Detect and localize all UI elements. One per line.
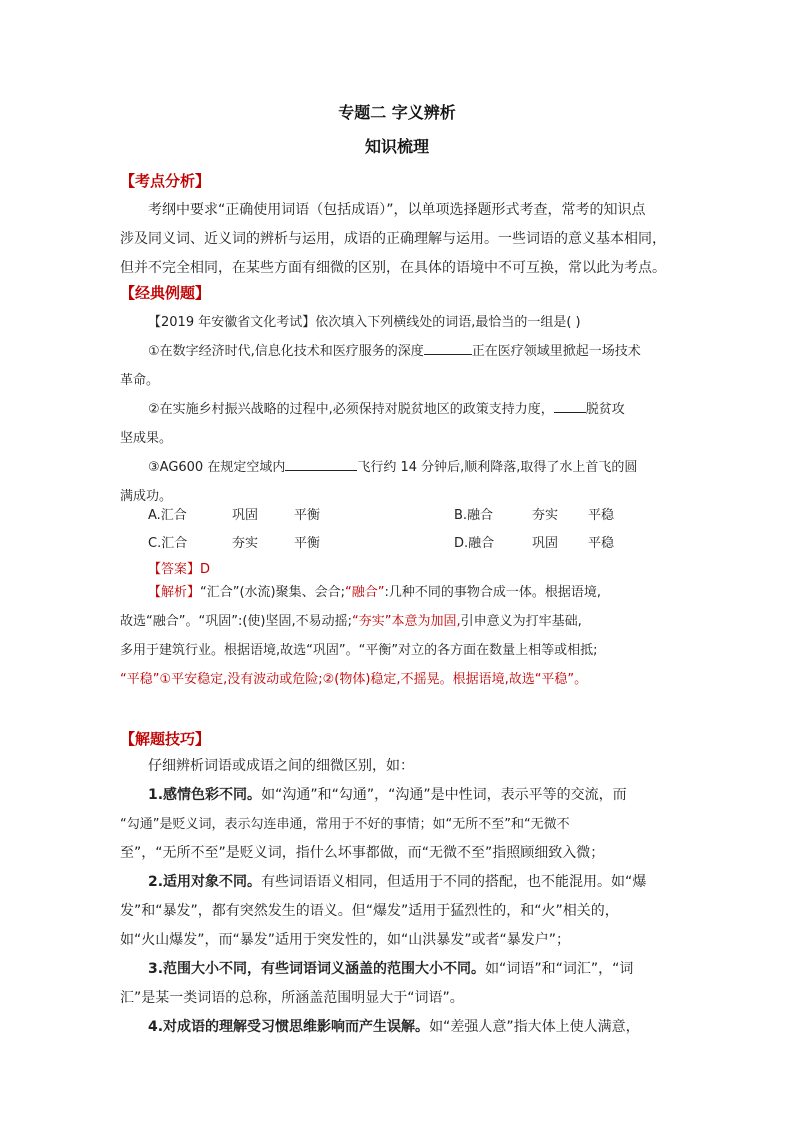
- technique-text: 有些词语语义相同，但适用于不同的搭配，也不能混用。如“爆: [261, 874, 647, 890]
- question-text: 脱贫攻: [585, 402, 625, 417]
- technique-line: “勾通”是贬义词，表示勾连串通，常用于不好的事情；如“无所不至”和“无微不: [120, 817, 570, 832]
- blank-line: [424, 342, 472, 355]
- option-d-word3: 平稳: [588, 536, 615, 551]
- option-b-label: B.融合: [454, 508, 494, 523]
- analysis-text: :几种不同的事物合成一体。根据语境,: [384, 585, 602, 600]
- technique-line: [120, 868, 680, 897]
- technique-text: 如“词语”和“词汇”，“词: [485, 961, 634, 977]
- question-block: [120, 308, 680, 511]
- technique-line: 发”和“暴发”，都有突然发生的语义。但“爆发”适用于猛烈性的，和“火”相关的，: [120, 903, 619, 919]
- technique-line: [120, 955, 680, 984]
- options-row-2: [148, 532, 668, 552]
- option-a-word2: 巩固: [232, 508, 259, 523]
- technique-block: [120, 752, 680, 1042]
- option-d-word2: 巩固: [532, 536, 559, 551]
- analysis-text-red: “融合”: [345, 585, 385, 600]
- blank-line: [285, 458, 357, 471]
- analysis-text-red: “夯实”本意为加固,: [351, 614, 461, 629]
- question-intro: 【2019 年安徽省文化考试】依次填入下列横线处的词语,最恰当的一组是( ): [148, 315, 581, 330]
- option-c-word2: 夯实: [232, 536, 259, 551]
- blank-line: [554, 400, 586, 413]
- technique-intro: 仔细辨析词语或成语之间的细微区别，如：: [148, 758, 414, 774]
- document-title: 专题二 字义辨析: [338, 103, 456, 122]
- technique-line: 如“火山爆发”，而“暴发”适用于突发性的，如“山洪暴发”或者“暴发户”；: [120, 932, 571, 948]
- section-heading-kaodian: 【考点分析】: [120, 172, 211, 190]
- question-text: ③AG600 在规定空域内: [148, 460, 286, 475]
- option-b-word3: 平稳: [588, 508, 615, 523]
- analysis-line: [120, 578, 680, 607]
- document-subtitle: 知识梳理: [364, 137, 429, 156]
- technique-point-title: 2.适用对象不同。: [148, 874, 262, 890]
- question-item-1: [120, 337, 680, 366]
- question-item-3: [120, 453, 680, 482]
- text-line: 但并不完全相同，在某些方面有细微的区别，在具体的语境中不可互换，常以此为考点。: [120, 260, 666, 276]
- technique-line: [120, 1013, 680, 1042]
- technique-point-title: 3.范围大小不同，有些词语词义涵盖的范围大小不同。: [148, 961, 486, 977]
- analysis-text: 引申意义为打牢基础,: [460, 614, 582, 629]
- technique-text: 如“沟通”和“勾通”，“沟通”是中性词，表示平等的交流，而: [261, 787, 627, 803]
- technique-text: 如“差强人意”指大体上使人满意，: [429, 1019, 640, 1035]
- text-line: 涉及同义词、近义词的辨析与运用，成语的正确理解与运用。一些词语的意义基本相同，: [120, 231, 666, 247]
- question-text: 满成功。: [120, 489, 173, 504]
- question-text: 革命。: [120, 373, 160, 388]
- analysis-line: 多用于建筑行业。根据语境,故选“巩固”。“平衡”对立的各方面在数量上相等或相抵;: [120, 643, 598, 658]
- section-heading-jingdian: 【经典例题】: [120, 284, 211, 302]
- answer-label: 【答案】D: [148, 562, 211, 577]
- options-row-1: [148, 504, 668, 524]
- analysis-line: “平稳”①平安稳定,没有波动或危险;②(物体)稳定,不摇晃。根据语境,故选“平稳”。: [120, 672, 588, 687]
- question-text: 飞行约 14 分钟后,顺利降落,取得了水上首飞的圆: [357, 460, 638, 475]
- option-b-word2: 夯实: [532, 508, 559, 523]
- technique-line: [120, 781, 680, 810]
- analysis-block: [120, 578, 680, 694]
- section1-paragraph: [120, 196, 680, 283]
- question-text: ①在数字经济时代,信息化技术和医疗服务的深度: [148, 344, 424, 359]
- analysis-label: 【解析】: [148, 585, 201, 600]
- analysis-text: 故选“融合”。“巩固”:(使)坚固,不易动摇;: [120, 614, 352, 629]
- question-text: ②在实施乡村振兴战略的过程中,必须保持对脱贫地区的政策支持力度，: [148, 402, 554, 417]
- text-line: 考纲中要求“正确使用词语（包括成语）”，以单项选择题形式考查，常考的知识点: [148, 202, 646, 218]
- technique-line: 至”，“无所不至”是贬义词，指什么坏事都做，而“无微不至”指照顾细致入微；: [120, 845, 605, 861]
- option-d-label: D.融合: [454, 536, 495, 551]
- technique-point-title: 1.感情色彩不同。: [148, 787, 262, 803]
- technique-point-title: 4.对成语的理解受习惯思维影响而产生误解。: [148, 1019, 430, 1035]
- analysis-text: “汇合”(水流)聚集、会合;: [200, 585, 346, 600]
- section-heading-jieti: 【解题技巧】: [120, 730, 211, 748]
- technique-line: 汇”是某一类词语的总称，所涵盖范围明显大于“词语”。: [120, 990, 464, 1006]
- option-c-label: C.汇合: [148, 536, 188, 551]
- question-text: 正在医疗领域里掀起一场技术: [471, 344, 641, 359]
- question-item-2: [120, 395, 680, 424]
- analysis-line: [120, 607, 680, 636]
- option-a-label: A.汇合: [148, 508, 187, 523]
- option-c-word3: 平衡: [294, 536, 321, 551]
- option-a-word3: 平衡: [294, 508, 321, 523]
- question-text: 坚成果。: [120, 431, 173, 446]
